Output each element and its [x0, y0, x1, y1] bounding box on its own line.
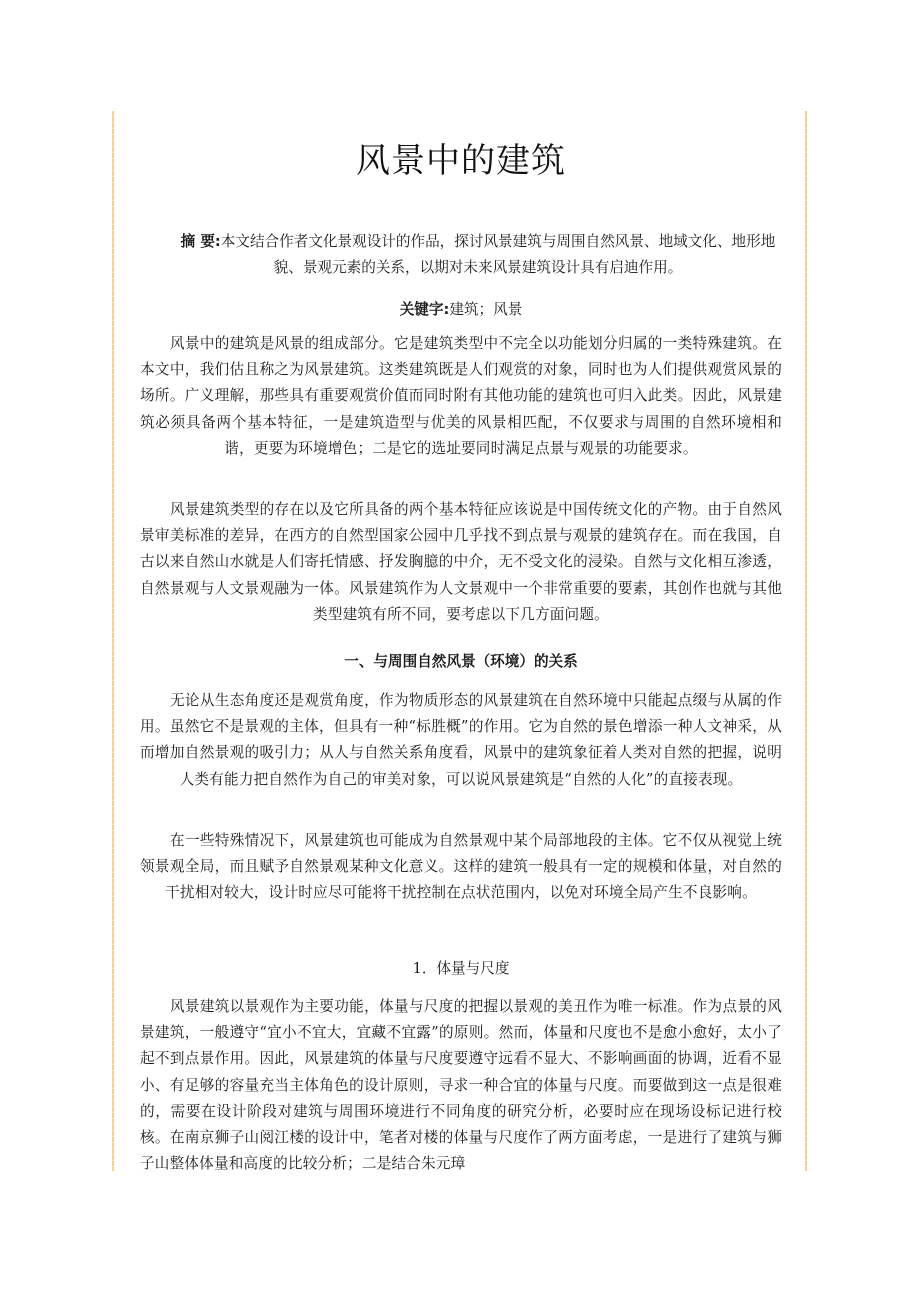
document-title: 风景中的建筑 [356, 140, 566, 181]
abstract [168, 229, 788, 281]
paragraph-intro: 风景中的建筑是风景的组成部分。它是建筑类型中不完全以功能划分归属的一类特殊建筑。在本文中，我们估且称之为风景建筑。这类建筑既是人们观赏的对象，同时也为人们提供观赏风景的场所。广义理解，那些具有重要观赏价值而同时附有其他功能的建筑也可归入此类。因此，风景建筑必须具备两个基本特征，一是建筑造型与优美的风景相匹配，不仅要求与周围的自然环境相和谐，更要为环境增色；二是它的选址要同时满足点景与观景的功能要求。 [140, 335, 782, 457]
paragraph-special-cases: 在一些特殊情况下，风景建筑也可能成为自然景观中某个局部地段的主体。它不仅从视觉上统领景观全局，而且赋予自然景观某种文化意义。这样的建筑一般具有一定的规模和体量，对自然的干扰相对较大，设计时应尽可能将干扰控制在点状范围内，以免对环境全局产生不良影响。 [140, 832, 782, 902]
paragraph-volume-scale: 风景建筑以景观作为主要功能，体量与尺度的把握以景观的美丑作为唯一标准。作为点景的风景建筑，一般遵守“宜小不宜大，宜藏不宜露”的原则。然而，体量和尺度也不是愈小愈好，太小了起不到点景作用。因此，风景建筑的体量与尺度要遵守远看不显大、不影响画面的协调，近看不显小、有足够的容量充当主体角色的设计原则，寻求一种合宜的体量与尺度。而要做到这一点是很难的，需要在设计阶段对建筑与周围环境进行不同角度的研究分析，必要时应在现场设标记进行校核。在南京狮子山阅江楼的设计中，笔者对楼的体量与尺度作了两方面考虑，一是进行了建筑与狮子山整体体量和高度的比较分析；二是结合朱元璋 [140, 998, 782, 1173]
paragraph-cultural-origin: 风景建筑类型的存在以及它所具备的两个基本特征应该说是中国传统文化的产物。由于自然风景审美标准的差异，在西方的自然型国家公园中几乎找不到点景与观景的建筑存在。而在我国，自古以来自然山水就是人们寄托情感、抒发胸臆的中介，无不受文化的浸染。自然与文化相互渗透，自然景观与人文景观融为一体。风景建筑作为人文景观中一个非常重要的要素，其创作也就与其他类型建筑有所不同，要考虑以下几方面问题。 [140, 501, 782, 623]
keywords-text: 建筑；风景 [449, 301, 523, 318]
section-heading-1: 一、与周围自然风景（环境）的关系 [344, 653, 578, 670]
page-margin-left-guide [112, 111, 114, 1171]
keywords [140, 297, 782, 323]
keywords-label: 关键字: [399, 301, 450, 318]
subsection-heading-1: 1．体量与尺度 [412, 960, 510, 977]
abstract-text: 本文结合作者文化景观设计的作品，探讨风景建筑与周围自然风景、地域文化、地形地貌、景观元素的关系，以期对未来风景建筑设计具有启迪作用。 [220, 233, 776, 276]
abstract-label: 摘 要: [180, 233, 221, 250]
page-margin-right-guide [805, 111, 807, 1171]
paragraph-ecological-role: 无论从生态角度还是观赏角度，作为物质形态的风景建筑在自然环境中只能起点缀与从属的作用。虽然它不是景观的主体，但具有一种“标胜概”的作用。它为自然的景色增添一种人文神采，从而增加自然景观的吸引力；从人与自然关系角度看，风景中的建筑象征着人类对自然的把握，说明人类有能力把自然作为自己的审美对象，可以说风景建筑是“自然的人化”的直接表现。 [140, 692, 782, 788]
